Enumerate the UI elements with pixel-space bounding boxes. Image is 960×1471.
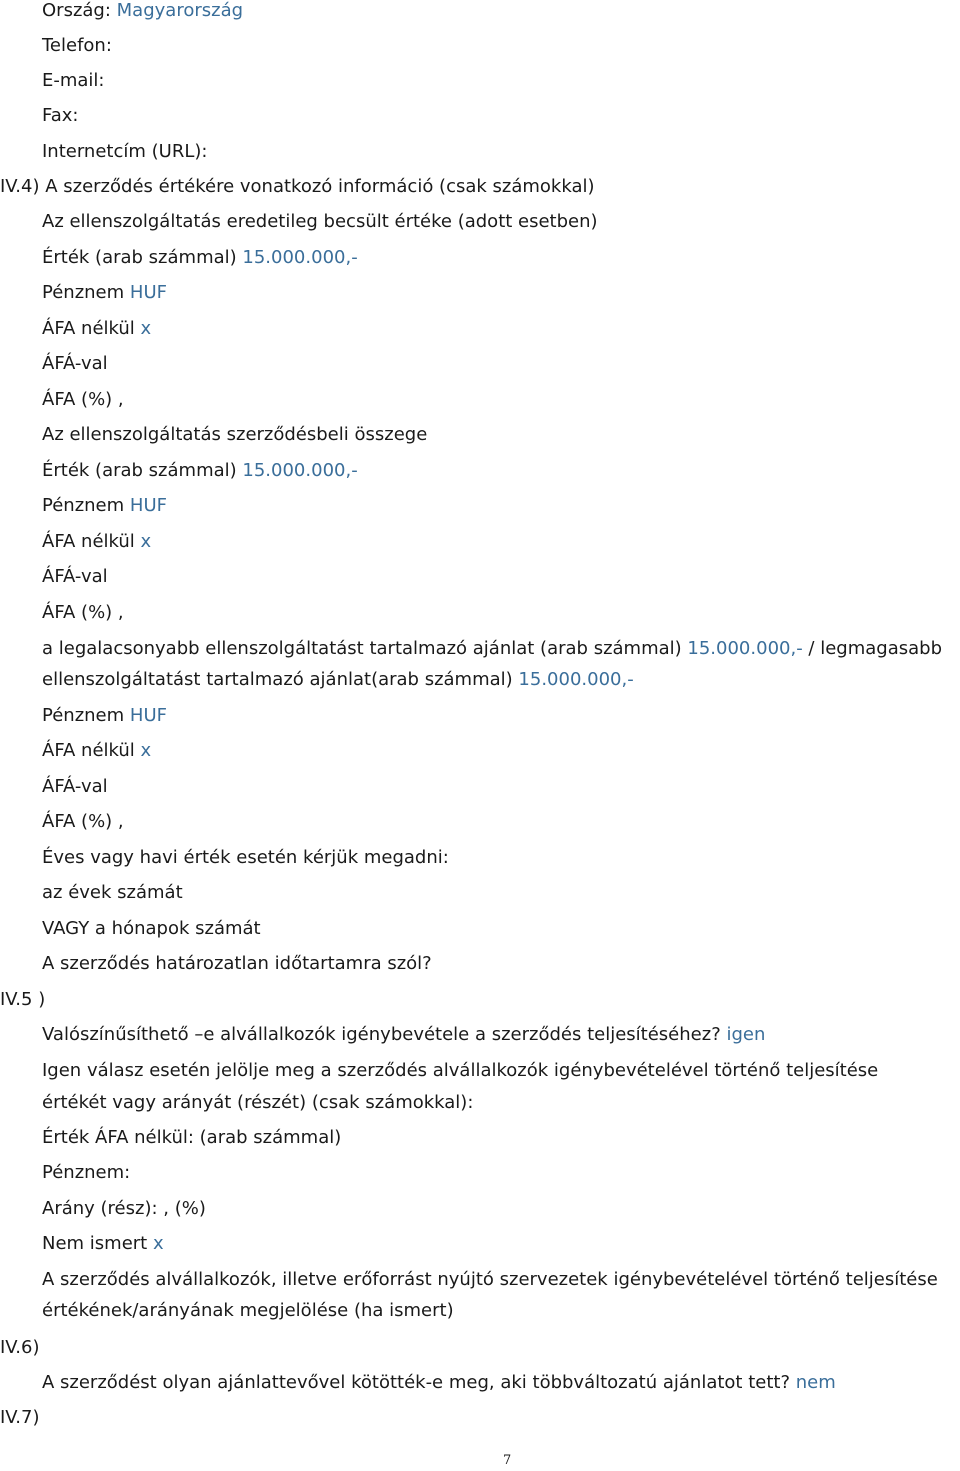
value-amount: 15.000.000,- xyxy=(242,247,358,268)
no-vat-mark: x xyxy=(140,531,152,552)
unknown-mark: x xyxy=(152,1233,164,1254)
lowest-value: 15.000.000,- xyxy=(687,638,803,659)
range-vat-pct: ÁFA (%) , xyxy=(42,811,124,832)
indefinite-question: A szerződés határozatlan időtartamra szól? xyxy=(42,953,432,974)
range-currency-line xyxy=(42,705,167,727)
currency-value: HUF xyxy=(129,282,167,303)
no-vat-mark: x xyxy=(140,740,152,761)
contract-value-line xyxy=(42,460,358,482)
if-yes-line-1: Igen válasz esetén jelölje meg a szerződés alvállalkozók igénybevételével történő teljesítése xyxy=(42,1060,879,1081)
estimated-currency-line xyxy=(42,282,167,304)
contract-no-vat-line xyxy=(42,531,151,553)
sub-value-label: Érték ÁFA nélkül: (arab számmal) xyxy=(42,1127,342,1148)
section-iv7-heading: IV.7) xyxy=(0,1407,40,1428)
section-iv4-heading: IV.4) A szerződés értékére vonatkozó információ (csak számokkal) xyxy=(0,176,595,197)
contract-with-vat: ÁFÁ-val xyxy=(42,566,108,587)
currency-label: Pénznem xyxy=(42,282,125,303)
resources-line-1: A szerződés alvállalkozók, illetve erőforrást nyújtó szervezetek igénybevételével történő teljesítése xyxy=(42,1269,938,1290)
subcontractor-question-line xyxy=(42,1024,765,1046)
sub-ratio-label: Arány (rész): , (%) xyxy=(42,1198,206,1219)
section-iv6-heading: IV.6) xyxy=(0,1337,40,1358)
contract-title: Az ellenszolgáltatás szerződésbeli összege xyxy=(42,424,428,445)
country-value: Magyarország xyxy=(116,0,244,21)
phone-label: Telefon: xyxy=(42,35,112,56)
subcontractor-answer: igen xyxy=(726,1024,766,1045)
page-number: 7 xyxy=(503,1453,512,1468)
sub-currency-label: Pénznem: xyxy=(42,1162,131,1183)
lowest-label: a legalacsonyabb ellenszolgáltatást tartalmazó ajánlat (arab számmal) xyxy=(42,638,682,659)
currency-label: Pénznem xyxy=(42,495,125,516)
highest-label: / legmagasabb xyxy=(808,638,942,659)
currency-label: Pénznem xyxy=(42,705,125,726)
estimated-vat-pct: ÁFA (%) , xyxy=(42,389,124,410)
no-vat-label: ÁFA nélkül xyxy=(42,740,135,761)
section-iv5-heading: IV.5 ) xyxy=(0,989,46,1010)
value-amount: 15.000.000,- xyxy=(242,460,358,481)
variants-answer: nem xyxy=(795,1372,836,1393)
no-vat-mark: x xyxy=(140,318,152,339)
estimated-value-line xyxy=(42,247,358,269)
range-with-vat: ÁFÁ-val xyxy=(42,776,108,797)
estimated-title: Az ellenszolgáltatás eredetileg becsült értéke (adott esetben) xyxy=(42,211,598,232)
fax-label: Fax: xyxy=(42,105,79,126)
highest-label-cont: ellenszolgáltatást tartalmazó ajánlat(arab számmal) xyxy=(42,669,513,690)
contract-vat-pct: ÁFA (%) , xyxy=(42,602,124,623)
resources-line-2: értékének/arányának megjelölése (ha ismert) xyxy=(42,1300,454,1321)
currency-value: HUF xyxy=(129,495,167,516)
email-label: E-mail: xyxy=(42,70,105,91)
highest-value: 15.000.000,- xyxy=(518,669,634,690)
url-label: Internetcím (URL): xyxy=(42,141,208,162)
no-vat-label: ÁFA nélkül xyxy=(42,318,135,339)
months-label: VAGY a hónapok számát xyxy=(42,918,261,939)
years-label: az évek számát xyxy=(42,882,183,903)
variants-question: A szerződést olyan ajánlattevővel kötötték-e meg, aki többváltozatú ajánlatot tett? xyxy=(42,1372,791,1393)
country-label: Ország: xyxy=(42,0,111,21)
annual-monthly-label: Éves vagy havi érték esetén kérjük megadni: xyxy=(42,847,449,868)
unknown-label: Nem ismert xyxy=(42,1233,148,1254)
unknown-line xyxy=(42,1233,164,1255)
range-no-vat-line xyxy=(42,740,151,762)
if-yes-line-2: értékét vagy arányát (részét) (csak számokkal): xyxy=(42,1092,474,1113)
no-vat-label: ÁFA nélkül xyxy=(42,531,135,552)
value-label: Érték (arab számmal) xyxy=(42,247,237,268)
variants-question-line xyxy=(42,1372,836,1394)
estimated-no-vat-line xyxy=(42,318,151,340)
currency-value: HUF xyxy=(129,705,167,726)
range-line-1 xyxy=(42,638,942,660)
range-line-2 xyxy=(42,669,634,691)
subcontractor-question: Valószínűsíthető –e alvállalkozók igénybevétele a szerződés teljesítéséhez? xyxy=(42,1024,721,1045)
contract-currency-line xyxy=(42,495,167,517)
value-label: Érték (arab számmal) xyxy=(42,460,237,481)
estimated-with-vat: ÁFÁ-val xyxy=(42,353,108,374)
country-line xyxy=(42,0,243,22)
